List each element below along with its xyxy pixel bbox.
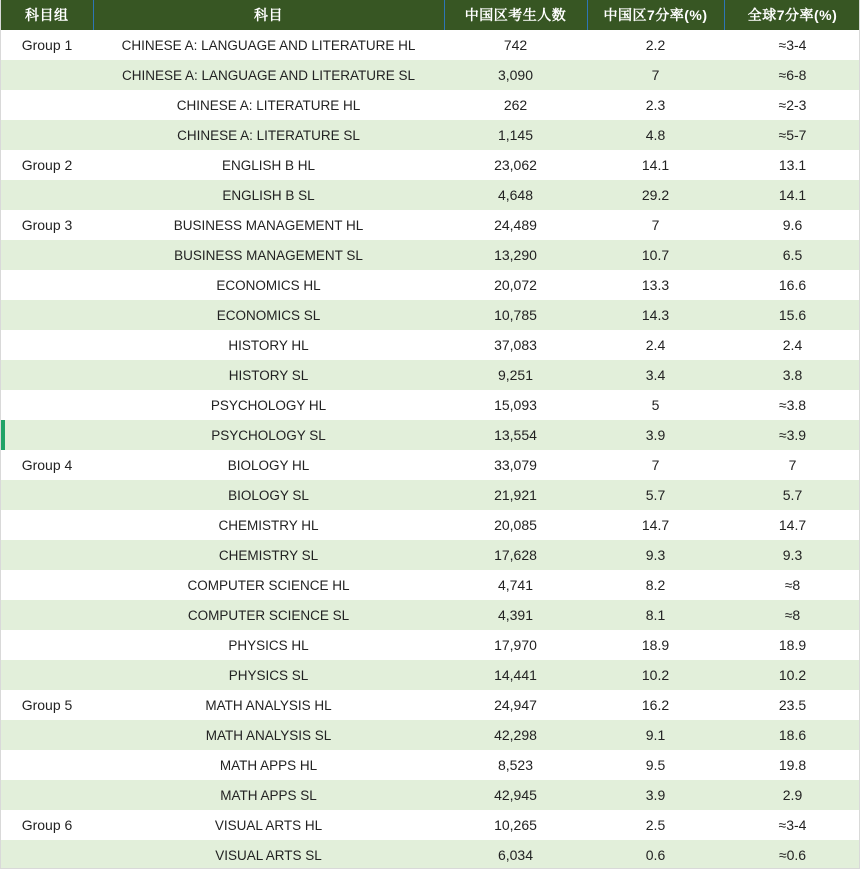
cell-china-candidates: 24,489 [444,210,587,240]
cell-china-candidates: 742 [444,30,587,60]
cell-subject-group: Group 1 [1,30,93,60]
cell-china-7-rate: 2.3 [587,90,724,120]
table-row [1,150,860,180]
cell-subject: CHEMISTRY SL [93,540,444,570]
cell-china-7-rate: 8.1 [587,600,724,630]
cell-subject: MATH ANALYSIS HL [93,690,444,720]
cell-china-7-rate: 3.9 [587,780,724,810]
cell-subject: ECONOMICS HL [93,270,444,300]
cell-china-candidates: 13,554 [444,420,587,450]
cell-global-7-rate: 18.6 [724,720,860,750]
cell-china-candidates: 37,083 [444,330,587,360]
header-row [1,0,860,30]
cell-global-7-rate: 18.9 [724,630,860,660]
cell-china-7-rate: 3.4 [587,360,724,390]
cell-global-7-rate: 3.8 [724,360,860,390]
cell-subject: BIOLOGY SL [93,480,444,510]
cell-subject: CHINESE A: LANGUAGE AND LITERATURE HL [93,30,444,60]
cell-china-candidates: 10,785 [444,300,587,330]
cell-china-candidates: 21,921 [444,480,587,510]
cell-subject: HISTORY SL [93,360,444,390]
cell-subject: PSYCHOLOGY HL [93,390,444,420]
table-row [1,180,860,210]
cell-global-7-rate: 2.9 [724,780,860,810]
cell-subject-group [1,360,93,390]
cell-china-candidates: 4,741 [444,570,587,600]
cell-subject-group [1,780,93,810]
cell-subject-group: Group 2 [1,150,93,180]
table-row [1,120,860,150]
table-row [1,90,860,120]
cell-subject: BUSINESS MANAGEMENT HL [93,210,444,240]
cell-subject-group [1,510,93,540]
column-header-china-candidates: 中国区考生人数 [444,0,587,30]
cell-china-7-rate: 2.4 [587,330,724,360]
table-row [1,420,860,450]
cell-china-candidates: 6,034 [444,840,587,869]
cell-subject-group [1,270,93,300]
cell-china-7-rate: 8.2 [587,570,724,600]
table-row [1,690,860,720]
cell-subject-group: Group 6 [1,810,93,840]
cell-global-7-rate: 15.6 [724,300,860,330]
cell-china-candidates: 23,062 [444,150,587,180]
cell-global-7-rate: 19.8 [724,750,860,780]
cell-subject-group [1,480,93,510]
cell-china-7-rate: 5.7 [587,480,724,510]
cell-subject: ENGLISH B SL [93,180,444,210]
cell-global-7-rate: 2.4 [724,330,860,360]
cell-china-7-rate: 0.6 [587,840,724,869]
cell-global-7-rate: 16.6 [724,270,860,300]
column-header-subject-group: 科目组 [1,0,93,30]
cell-global-7-rate: ≈5-7 [724,120,860,150]
cell-global-7-rate: 14.1 [724,180,860,210]
cell-subject: VISUAL ARTS SL [93,840,444,869]
cell-subject: BUSINESS MANAGEMENT SL [93,240,444,270]
table-row [1,810,860,840]
cell-china-7-rate: 14.1 [587,150,724,180]
cell-subject-group [1,390,93,420]
table-row [1,480,860,510]
table-row [1,60,860,90]
cell-subject-group [1,570,93,600]
cell-subject-group [1,540,93,570]
table-row [1,540,860,570]
cell-subject: BIOLOGY HL [93,450,444,480]
cell-china-candidates: 4,391 [444,600,587,630]
table-row [1,750,860,780]
cell-subject: PHYSICS SL [93,660,444,690]
table-row [1,240,860,270]
cell-subject-group [1,300,93,330]
table-row [1,270,860,300]
cell-global-7-rate: 13.1 [724,150,860,180]
cell-subject-group [1,60,93,90]
cell-subject: CHINESE A: LITERATURE SL [93,120,444,150]
cell-global-7-rate: 9.6 [724,210,860,240]
cell-subject-group [1,420,93,450]
cell-subject-group: Group 3 [1,210,93,240]
cell-china-candidates: 14,441 [444,660,587,690]
cell-subject-group [1,600,93,630]
data-table [1,0,860,869]
table-row [1,390,860,420]
cell-subject: ENGLISH B HL [93,150,444,180]
table-row [1,630,860,660]
cell-subject: ECONOMICS SL [93,300,444,330]
cell-china-candidates: 3,090 [444,60,587,90]
cell-china-candidates: 10,265 [444,810,587,840]
cell-china-candidates: 20,072 [444,270,587,300]
cell-china-7-rate: 10.2 [587,660,724,690]
cell-subject: COMPUTER SCIENCE SL [93,600,444,630]
cell-global-7-rate: ≈3.8 [724,390,860,420]
table-row [1,840,860,869]
cell-global-7-rate: 6.5 [724,240,860,270]
cell-china-7-rate: 16.2 [587,690,724,720]
cell-china-7-rate: 2.2 [587,30,724,60]
table-row [1,450,860,480]
table-row [1,720,860,750]
table-row [1,510,860,540]
cell-subject-group: Group 4 [1,450,93,480]
cell-china-7-rate: 3.9 [587,420,724,450]
cell-subject: CHINESE A: LANGUAGE AND LITERATURE SL [93,60,444,90]
cell-global-7-rate: ≈3-4 [724,810,860,840]
cell-china-candidates: 15,093 [444,390,587,420]
cell-subject: PSYCHOLOGY SL [93,420,444,450]
cell-china-7-rate: 9.1 [587,720,724,750]
cell-subject-group [1,120,93,150]
cell-subject: MATH ANALYSIS SL [93,720,444,750]
cell-china-7-rate: 18.9 [587,630,724,660]
cell-china-candidates: 33,079 [444,450,587,480]
cell-subject-group [1,840,93,869]
cell-china-7-rate: 29.2 [587,180,724,210]
cell-china-candidates: 17,628 [444,540,587,570]
cell-china-7-rate: 14.3 [587,300,724,330]
cell-subject: VISUAL ARTS HL [93,810,444,840]
cell-subject-group [1,180,93,210]
cell-china-7-rate: 13.3 [587,270,724,300]
table-row [1,780,860,810]
cell-china-7-rate: 10.7 [587,240,724,270]
cell-china-candidates: 8,523 [444,750,587,780]
cell-china-7-rate: 5 [587,390,724,420]
cell-china-7-rate: 14.7 [587,510,724,540]
table-row [1,570,860,600]
cell-china-candidates: 4,648 [444,180,587,210]
cell-subject-group [1,90,93,120]
cell-china-7-rate: 9.3 [587,540,724,570]
cell-global-7-rate: 5.7 [724,480,860,510]
cell-global-7-rate: 23.5 [724,690,860,720]
table-row [1,210,860,240]
cell-china-7-rate: 7 [587,450,724,480]
cell-global-7-rate: ≈6-8 [724,60,860,90]
cell-subject: HISTORY HL [93,330,444,360]
column-header-subject: 科目 [93,0,444,30]
table-row [1,600,860,630]
cell-china-7-rate: 9.5 [587,750,724,780]
cell-global-7-rate: ≈0.6 [724,840,860,869]
cell-china-candidates: 17,970 [444,630,587,660]
cell-china-candidates: 24,947 [444,690,587,720]
cell-subject-group [1,330,93,360]
cell-subject-group [1,240,93,270]
cell-china-candidates: 42,298 [444,720,587,750]
cell-china-candidates: 262 [444,90,587,120]
cell-subject: MATH APPS SL [93,780,444,810]
cell-subject-group [1,630,93,660]
table-row [1,330,860,360]
table-body [1,30,860,869]
cell-subject: MATH APPS HL [93,750,444,780]
cell-subject: CHEMISTRY HL [93,510,444,540]
cell-subject: PHYSICS HL [93,630,444,660]
cell-global-7-rate: 14.7 [724,510,860,540]
table-row [1,360,860,390]
cell-global-7-rate: 10.2 [724,660,860,690]
cell-subject-group [1,720,93,750]
cell-china-candidates: 1,145 [444,120,587,150]
cell-china-candidates: 20,085 [444,510,587,540]
cell-china-candidates: 9,251 [444,360,587,390]
table-row [1,30,860,60]
cell-china-candidates: 13,290 [444,240,587,270]
cell-subject: COMPUTER SCIENCE HL [93,570,444,600]
cell-global-7-rate: ≈3-4 [724,30,860,60]
cell-china-7-rate: 7 [587,60,724,90]
cell-global-7-rate: 9.3 [724,540,860,570]
cell-global-7-rate: ≈2-3 [724,90,860,120]
cell-china-7-rate: 2.5 [587,810,724,840]
cell-subject-group [1,750,93,780]
table-row [1,300,860,330]
cell-global-7-rate: ≈8 [724,600,860,630]
cell-china-7-rate: 4.8 [587,120,724,150]
column-header-china-7-rate: 中国区7分率(%) [587,0,724,30]
cell-china-candidates: 42,945 [444,780,587,810]
table-row [1,660,860,690]
cell-global-7-rate: ≈3.9 [724,420,860,450]
cell-china-7-rate: 7 [587,210,724,240]
cell-subject: CHINESE A: LITERATURE HL [93,90,444,120]
cell-global-7-rate: 7 [724,450,860,480]
cell-subject-group: Group 5 [1,690,93,720]
column-header-global-7-rate: 全球7分率(%) [724,0,860,30]
cell-global-7-rate: ≈8 [724,570,860,600]
cell-subject-group [1,660,93,690]
active-row-marker [1,420,5,450]
